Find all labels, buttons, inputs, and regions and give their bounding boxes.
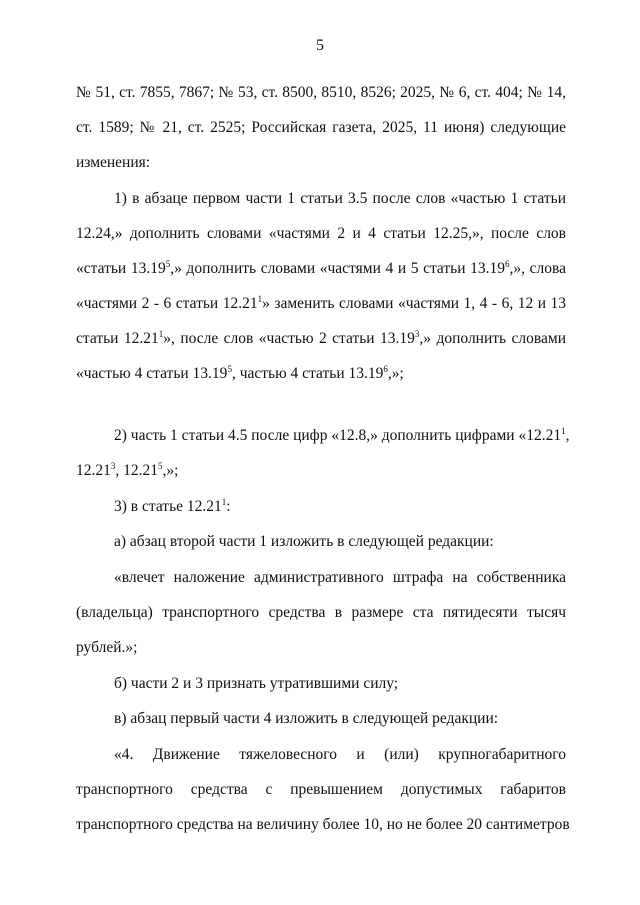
text-line: «влечет наложение административного штрафа на собственника	[114, 569, 566, 586]
text-line: «4. Движение тяжеловесного и (или) крупногабаритного	[114, 746, 566, 763]
text-line: б) части 2 и 3 признать утратившими силу;	[114, 675, 399, 692]
superscript: 3	[110, 460, 116, 471]
text-fragment: статьи 12.21	[76, 330, 159, 347]
superscript: 5	[165, 258, 171, 269]
text-fragment: » заменить словами «частями 1, 4 - 6, 12 и 13	[262, 295, 566, 312]
text-line	[114, 425, 570, 446]
text-line: транспортного средства на величину более 10, но не более 20 сантиметров	[76, 816, 570, 833]
superscript: 5	[158, 460, 163, 471]
page-number: 5	[316, 37, 324, 54]
text-fragment: ,», слова	[509, 260, 567, 277]
text-line	[114, 497, 566, 517]
superscript: 6	[505, 258, 510, 269]
text-line	[76, 461, 566, 481]
text-fragment: 3) в статье 12.21	[114, 498, 222, 515]
text-line	[76, 364, 566, 384]
text-line	[76, 294, 566, 314]
text-fragment: ,»;	[162, 462, 179, 479]
text-line: рублей.»;	[76, 639, 138, 656]
text-fragment: :	[226, 498, 231, 515]
superscript: 5	[227, 363, 232, 374]
text-line: в) абзац первый части 4 изложить в следующей редакции:	[114, 710, 499, 727]
text-fragment: «частями 2 - 6 статьи 12.21	[76, 295, 258, 312]
superscript: 1	[158, 328, 164, 339]
text-fragment: ,» дополнить словами	[419, 330, 566, 347]
superscript: 6	[383, 363, 388, 374]
text-line: 1) в абзаце первом части 1 статьи 3.5 после слов «частью 1 статьи	[114, 190, 566, 207]
text-fragment: ,	[565, 427, 570, 444]
text-fragment: , 12.21	[115, 462, 158, 479]
text-line	[76, 259, 566, 279]
text-fragment: 2) часть 1 статьи 4.5 после цифр «12.8,» дополнить цифрами «12.21	[114, 427, 562, 444]
text-line: № 51, ст. 7855, 7867; № 53, ст. 8500, 8510, 8526; 2025, № 6, ст. 404; № 14,	[76, 84, 566, 101]
text-line	[76, 329, 566, 349]
superscript: 1	[221, 496, 227, 507]
text-line: 12.24,» дополнить словами «частями 2 и 4 статьи 12.25,», после слов	[76, 225, 566, 242]
text-fragment: », после слов «частью 2 статьи 13.19	[163, 330, 415, 347]
text-line: транспортного средства с превышением допустимых габаритов	[76, 781, 566, 798]
text-fragment: 12.21	[76, 462, 111, 479]
text-fragment: «статьи 13.19	[76, 260, 166, 277]
text-fragment: ,»;	[387, 365, 404, 382]
text-fragment: «частью 4 статьи 13.19	[76, 365, 228, 382]
superscript: 1	[561, 425, 566, 436]
text-line: а) абзац второй части 1 изложить в следующей редакции:	[114, 533, 494, 550]
text-line: ст. 1589; № 21, ст. 2525; Российская газета, 2025, 11 июня) следующие	[76, 119, 566, 136]
text-fragment: ,» дополнить словами «частями 4 и 5 статьи 13.19	[170, 260, 506, 277]
superscript: 1	[257, 293, 263, 304]
superscript: 3	[414, 328, 420, 339]
text-fragment: , частью 4 статьи 13.19	[231, 365, 384, 382]
text-line: (владельца) транспортного средства в размере ста пятидесяти тысяч	[76, 604, 566, 621]
text-line: изменения:	[76, 154, 151, 171]
